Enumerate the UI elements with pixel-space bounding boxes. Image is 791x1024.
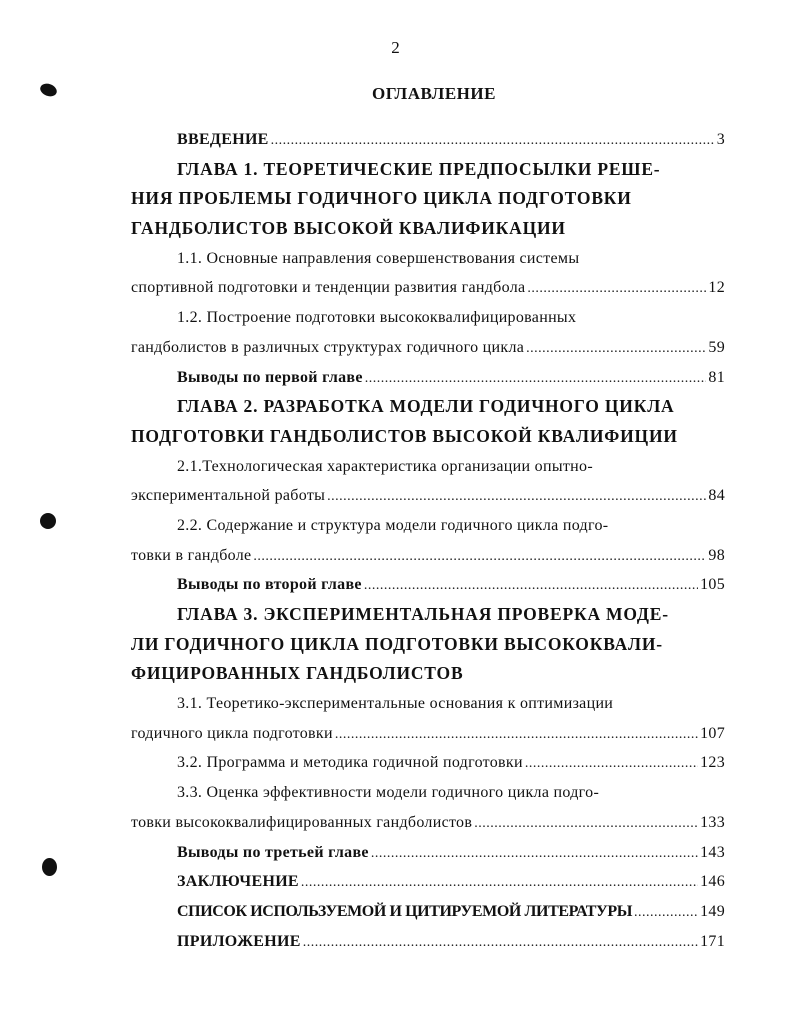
toc-entry-conclusions-3: Выводы по третьей главе . . . 143 (131, 838, 725, 868)
toc-entry-references: СПИСОК ИСПОЛЬЗУЕМОЙ И ЦИТИРУЕМОЙ ЛИТЕРАТУРЫ . . . 149 (131, 897, 725, 927)
toc-entry-intro: ВВЕДЕНИЕ . . . 3 (131, 125, 725, 155)
page-ref: 107 (700, 724, 725, 742)
toc-entry-appendix: ПРИЛОЖЕНИЕ . . . 171 (131, 927, 725, 957)
chapter-1-heading: НИЯ ПРОБЛЕМЫ ГОДИЧНОГО ЦИКЛА ПОДГОТОВКИ (131, 188, 632, 209)
page-ref: 12 (708, 279, 725, 297)
chapter-1-heading: ГАНДБОЛИСТОВ ВЫСОКОЙ КВАЛИФИКАЦИИ (131, 218, 566, 239)
page-ref: 59 (708, 338, 725, 356)
ink-blot (40, 513, 56, 529)
page-ref: 133 (700, 813, 725, 831)
ink-blot (42, 858, 57, 876)
page-ref: 143 (700, 843, 725, 861)
toc-entry-3-1: 3.1. Теоретико-экспериментальные основания к оптимизации (177, 695, 614, 713)
toc-entry-2-1: экспериментальной работы . . . 84 (131, 481, 725, 511)
page-ref: 149 (700, 902, 725, 920)
page-ref: 98 (708, 546, 725, 564)
page-ref: 81 (708, 368, 725, 386)
toc-entry-2-2: 2.2. Содержание и структура модели годичного цикла подго- (177, 516, 609, 534)
toc-entry-conclusions-2: Выводы по второй главе . . . 105 (131, 570, 725, 600)
toc-entry-3-1: годичного цикла подготовки . . . 107 (131, 719, 725, 749)
toc-entry-1-1: спортивной подготовки и тенденции развития гандбола . . . 12 (131, 273, 725, 303)
page-title: ОГЛАВЛЕНИЕ (372, 84, 496, 103)
chapter-2-heading: ГЛАВА 2. РАЗРАБОТКА МОДЕЛИ ГОДИЧНОГО ЦИКЛА (177, 396, 675, 417)
toc-entry-conclusions-1: Выводы по первой главе . . . 81 (131, 363, 725, 393)
toc-entry-1-2: гандболистов в различных структурах годичного цикла . . . 59 (131, 333, 725, 363)
toc-entry-2-2: товки в гандболе . . . 98 (131, 541, 725, 571)
page-number: 2 (391, 38, 400, 57)
chapter-3-heading: ГЛАВА 3. ЭКСПЕРИМЕНТАЛЬНАЯ ПРОВЕРКА МОДЕ- (177, 604, 669, 624)
chapter-1-heading: ГЛАВА 1. ТЕОРЕТИЧЕСКИЕ ПРЕДПОСЫЛКИ РЕШЕ- (177, 158, 661, 179)
page-ref: 84 (708, 487, 725, 505)
page-ref: 146 (700, 873, 725, 891)
toc-entry-1-1: 1.1. Основные направления совершенствования системы (177, 249, 580, 267)
table-of-contents (131, 125, 725, 956)
page-ref: 171 (700, 932, 725, 950)
page-ref: 3 (716, 131, 725, 148)
toc-entry-conclusion: ЗАКЛЮЧЕНИЕ . . . 146 (131, 867, 725, 897)
chapter-2-heading: ПОДГОТОВКИ ГАНДБОЛИСТОВ ВЫСОКОЙ КВАЛИФИЦИИ (131, 425, 678, 446)
toc-entry-2-1: 2.1.Технологическая характеристика организации опытно- (177, 457, 593, 475)
page-ref: 105 (700, 576, 725, 594)
chapter-3-heading: ФИЦИРОВАННЫХ ГАНДБОЛИСТОВ (131, 663, 464, 684)
chapter-3-heading: ЛИ ГОДИЧНОГО ЦИКЛА ПОДГОТОВКИ ВЫСОКОКВАЛИ- (131, 633, 663, 654)
toc-entry-3-3: товки высококвалифицированных гандболистов . . . 133 (131, 808, 725, 838)
toc-entry-3-3: 3.3. Оценка эффективности модели годичного цикла подго- (177, 784, 600, 802)
toc-entry-1-2: 1.2. Построение подготовки высококвалифицированных (177, 309, 577, 327)
page-ref: 123 (700, 754, 725, 772)
toc-entry-3-2: 3.2. Программа и методика годичной подготовки . . . 123 (131, 748, 725, 778)
